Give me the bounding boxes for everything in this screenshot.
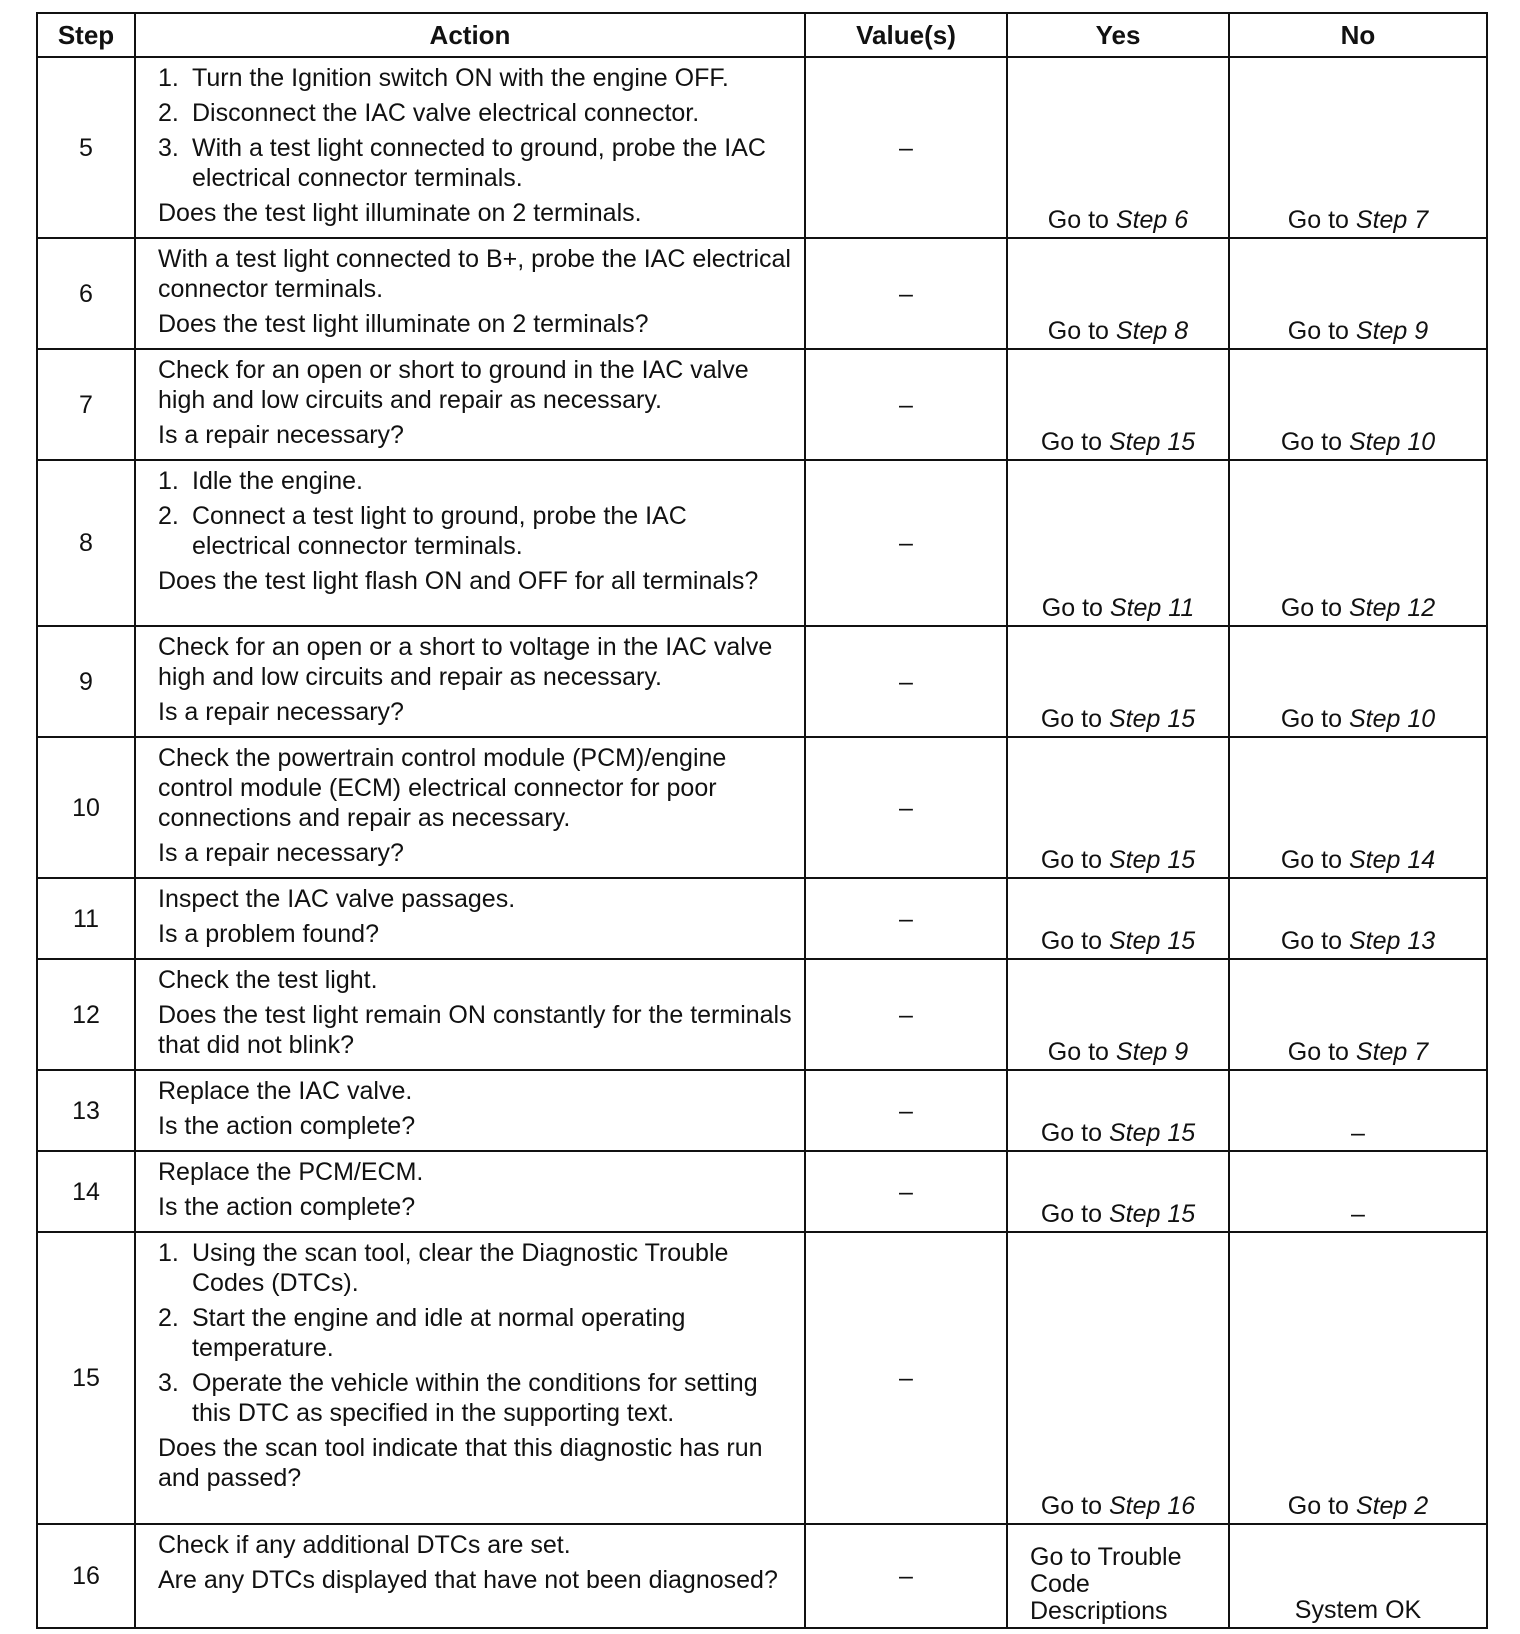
no-prefix: Go to <box>1287 1038 1349 1066</box>
step-number: 9 <box>37 626 135 737</box>
yes-prefix: Go to <box>1040 1119 1102 1147</box>
numbered-instruction <box>158 1368 792 1428</box>
action-cell <box>135 626 805 737</box>
yes-cell <box>1007 460 1229 626</box>
instruction-number: 2. <box>158 99 179 127</box>
yes-cell <box>1007 959 1229 1070</box>
no-cell <box>1229 460 1487 626</box>
value-cell: – <box>805 349 1007 460</box>
no-prefix: Go to <box>1280 846 1342 874</box>
instruction-text: With a test light connected to ground, probe the IAC electrical connector terminals. <box>192 134 766 192</box>
no-step-link: Step 7 <box>1355 206 1429 234</box>
instruction-text: Idle the engine. <box>192 467 363 495</box>
step-number: 7 <box>37 349 135 460</box>
no-step-link: Step 12 <box>1348 594 1436 622</box>
instruction-number: 3. <box>158 1369 179 1397</box>
yes-step-link: Step 15 <box>1108 705 1196 733</box>
yes-step-link: Step 15 <box>1108 428 1196 456</box>
no-cell <box>1229 878 1487 959</box>
yes-step-link: Step 15 <box>1108 1119 1196 1147</box>
value-cell: – <box>805 737 1007 878</box>
action-text: Does the test light remain ON constantly for the terminals that did not blink? <box>158 1001 792 1059</box>
instruction-number: 3. <box>158 134 179 162</box>
action-text: With a test light connected to B+, probe the IAC electrical connector terminals. <box>158 245 791 303</box>
no-cell: – <box>1229 1151 1487 1232</box>
yes-step-link: Step 15 <box>1108 846 1196 874</box>
yes-prefix: Go to <box>1040 846 1102 874</box>
action-text: Is the action complete? <box>158 1193 416 1221</box>
yes-prefix: Go to <box>1040 705 1102 733</box>
action-cell <box>135 238 805 349</box>
table-row <box>37 1151 1487 1232</box>
step-number: 5 <box>37 57 135 238</box>
action-cell <box>135 959 805 1070</box>
instruction-text: Connect a test light to ground, probe the IAC electrical connector terminals. <box>192 502 687 560</box>
header-action: Action <box>135 13 805 57</box>
action-text: Check for an open or a short to voltage in the IAC valve high and low circuits and repair as necessary. <box>158 633 773 691</box>
table-row <box>37 878 1487 959</box>
action-text: Check if any additional DTCs are set. <box>158 1531 571 1559</box>
action-text: Replace the IAC valve. <box>158 1077 413 1105</box>
table-row <box>37 959 1487 1070</box>
yes-cell <box>1007 1232 1229 1524</box>
action-text: Does the scan tool indicate that this diagnostic has run and passed? <box>158 1434 763 1492</box>
yes-cell <box>1007 1070 1229 1151</box>
yes-prefix: Go to <box>1040 428 1102 456</box>
numbered-instruction <box>158 1238 792 1298</box>
action-cell <box>135 737 805 878</box>
yes-cell <box>1007 1151 1229 1232</box>
no-prefix: Go to <box>1280 705 1342 733</box>
step-number: 10 <box>37 737 135 878</box>
table-row <box>37 349 1487 460</box>
instruction-number: 2. <box>158 502 179 530</box>
yes-step-link: Step 11 <box>1109 594 1195 622</box>
yes-cell <box>1007 349 1229 460</box>
no-step-link: Step 13 <box>1348 927 1436 955</box>
action-cell <box>135 1232 805 1524</box>
table-row <box>37 57 1487 238</box>
table-row <box>37 238 1487 349</box>
action-text: Is a repair necessary? <box>158 698 404 726</box>
numbered-instruction <box>158 98 792 128</box>
step-number: 6 <box>37 238 135 349</box>
action-cell <box>135 878 805 959</box>
yes-cell <box>1007 737 1229 878</box>
numbered-instruction <box>158 1303 792 1363</box>
header-values: Value(s) <box>805 13 1007 57</box>
action-text: Check the test light. <box>158 966 378 994</box>
numbered-instruction <box>158 133 792 193</box>
diagnostic-table <box>36 12 1488 1629</box>
yes-prefix: Go to <box>1047 206 1109 234</box>
no-step-link: Step 14 <box>1348 846 1436 874</box>
step-number: 8 <box>37 460 135 626</box>
yes-prefix: Go to <box>1040 927 1102 955</box>
action-cell <box>135 57 805 238</box>
value-cell: – <box>805 878 1007 959</box>
no-cell <box>1229 959 1487 1070</box>
yes-prefix: Go to <box>1047 1038 1109 1066</box>
no-prefix: Go to <box>1280 594 1342 622</box>
table-row <box>37 1232 1487 1524</box>
no-prefix: Go to <box>1280 428 1342 456</box>
instruction-text: Turn the Ignition switch ON with the engine OFF. <box>192 64 729 92</box>
yes-cell <box>1007 626 1229 737</box>
value-cell: – <box>805 959 1007 1070</box>
table-row <box>37 460 1487 626</box>
no-prefix: Go to <box>1287 1492 1349 1520</box>
value-cell: – <box>805 1151 1007 1232</box>
instruction-text: Using the scan tool, clear the Diagnostic Trouble Codes (DTCs). <box>192 1239 729 1297</box>
no-prefix: Go to <box>1287 317 1349 345</box>
value-cell: – <box>805 460 1007 626</box>
numbered-instruction <box>158 63 792 93</box>
action-cell <box>135 349 805 460</box>
value-cell: – <box>805 57 1007 238</box>
value-cell: – <box>805 1524 1007 1628</box>
numbered-instruction <box>158 466 792 496</box>
yes-cell <box>1007 878 1229 959</box>
step-number: 12 <box>37 959 135 1070</box>
instruction-number: 1. <box>158 64 179 92</box>
action-text: Are any DTCs displayed that have not been diagnosed? <box>158 1566 778 1594</box>
header-row <box>37 13 1487 57</box>
step-number: 16 <box>37 1524 135 1628</box>
value-cell: – <box>805 1232 1007 1524</box>
no-cell <box>1229 737 1487 878</box>
instruction-number: 1. <box>158 1239 179 1267</box>
action-text: Replace the PCM/ECM. <box>158 1158 424 1186</box>
action-text: Does the test light flash ON and OFF for all terminals? <box>158 567 759 595</box>
step-number: 15 <box>37 1232 135 1524</box>
table-row <box>37 1070 1487 1151</box>
no-cell <box>1229 57 1487 238</box>
no-prefix: Go to <box>1287 206 1349 234</box>
action-text: Inspect the IAC valve passages. <box>158 885 516 913</box>
yes-step-link: Step 9 <box>1115 1038 1189 1066</box>
table-row <box>37 737 1487 878</box>
value-cell: – <box>805 238 1007 349</box>
header-step: Step <box>37 13 135 57</box>
no-cell <box>1229 1232 1487 1524</box>
no-cell: – <box>1229 1070 1487 1151</box>
no-cell <box>1229 626 1487 737</box>
no-step-link: Step 10 <box>1348 705 1436 733</box>
no-cell: System OK <box>1229 1524 1487 1628</box>
yes-prefix: Go to <box>1047 317 1109 345</box>
step-number: 13 <box>37 1070 135 1151</box>
no-step-link: Step 10 <box>1348 428 1436 456</box>
header-no: No <box>1229 13 1487 57</box>
table-row <box>37 626 1487 737</box>
yes-prefix: Go to <box>1040 1492 1102 1520</box>
instruction-text: Start the engine and idle at normal operating temperature. <box>192 1304 686 1362</box>
yes-step-link: Step 15 <box>1108 1200 1196 1228</box>
no-step-link: Step 2 <box>1355 1492 1429 1520</box>
no-cell <box>1229 238 1487 349</box>
instruction-text: Operate the vehicle within the conditions for setting this DTC as specified in the supporting text. <box>192 1369 758 1427</box>
yes-step-link: Step 6 <box>1115 206 1189 234</box>
action-text: Is the action complete? <box>158 1112 416 1140</box>
no-prefix: Go to <box>1280 927 1342 955</box>
action-text: Is a repair necessary? <box>158 839 404 867</box>
value-cell: – <box>805 626 1007 737</box>
yes-prefix: Go to <box>1040 1200 1102 1228</box>
numbered-instruction <box>158 501 792 561</box>
step-number: 14 <box>37 1151 135 1232</box>
yes-step-link: Step 15 <box>1108 927 1196 955</box>
action-text: Is a repair necessary? <box>158 421 404 449</box>
action-cell <box>135 460 805 626</box>
value-cell: – <box>805 1070 1007 1151</box>
instruction-number: 2. <box>158 1304 179 1332</box>
no-step-link: Step 7 <box>1355 1038 1429 1066</box>
yes-cell: Go to Trouble Code Descriptions <box>1007 1524 1229 1628</box>
header-yes: Yes <box>1007 13 1229 57</box>
action-cell <box>135 1070 805 1151</box>
action-text: Check for an open or short to ground in the IAC valve high and low circuits and repair as necessary. <box>158 356 749 414</box>
instruction-number: 1. <box>158 467 179 495</box>
instruction-text: Disconnect the IAC valve electrical connector. <box>192 99 700 127</box>
no-step-link: Step 9 <box>1355 317 1429 345</box>
action-text: Check the powertrain control module (PCM)/engine control module (ECM) electrical connector for poor connections and repair as necessary. <box>158 744 727 832</box>
action-text: Is a problem found? <box>158 920 379 948</box>
action-cell <box>135 1151 805 1232</box>
yes-prefix: Go to <box>1041 594 1103 622</box>
action-text: Does the test light illuminate on 2 terminals? <box>158 310 649 338</box>
yes-cell <box>1007 238 1229 349</box>
step-number: 11 <box>37 878 135 959</box>
no-cell <box>1229 349 1487 460</box>
yes-step-link: Step 8 <box>1115 317 1189 345</box>
yes-step-link: Step 16 <box>1108 1492 1196 1520</box>
yes-cell <box>1007 57 1229 238</box>
action-text: Does the test light illuminate on 2 terminals. <box>158 199 642 227</box>
table-row <box>37 1524 1487 1628</box>
action-cell <box>135 1524 805 1628</box>
